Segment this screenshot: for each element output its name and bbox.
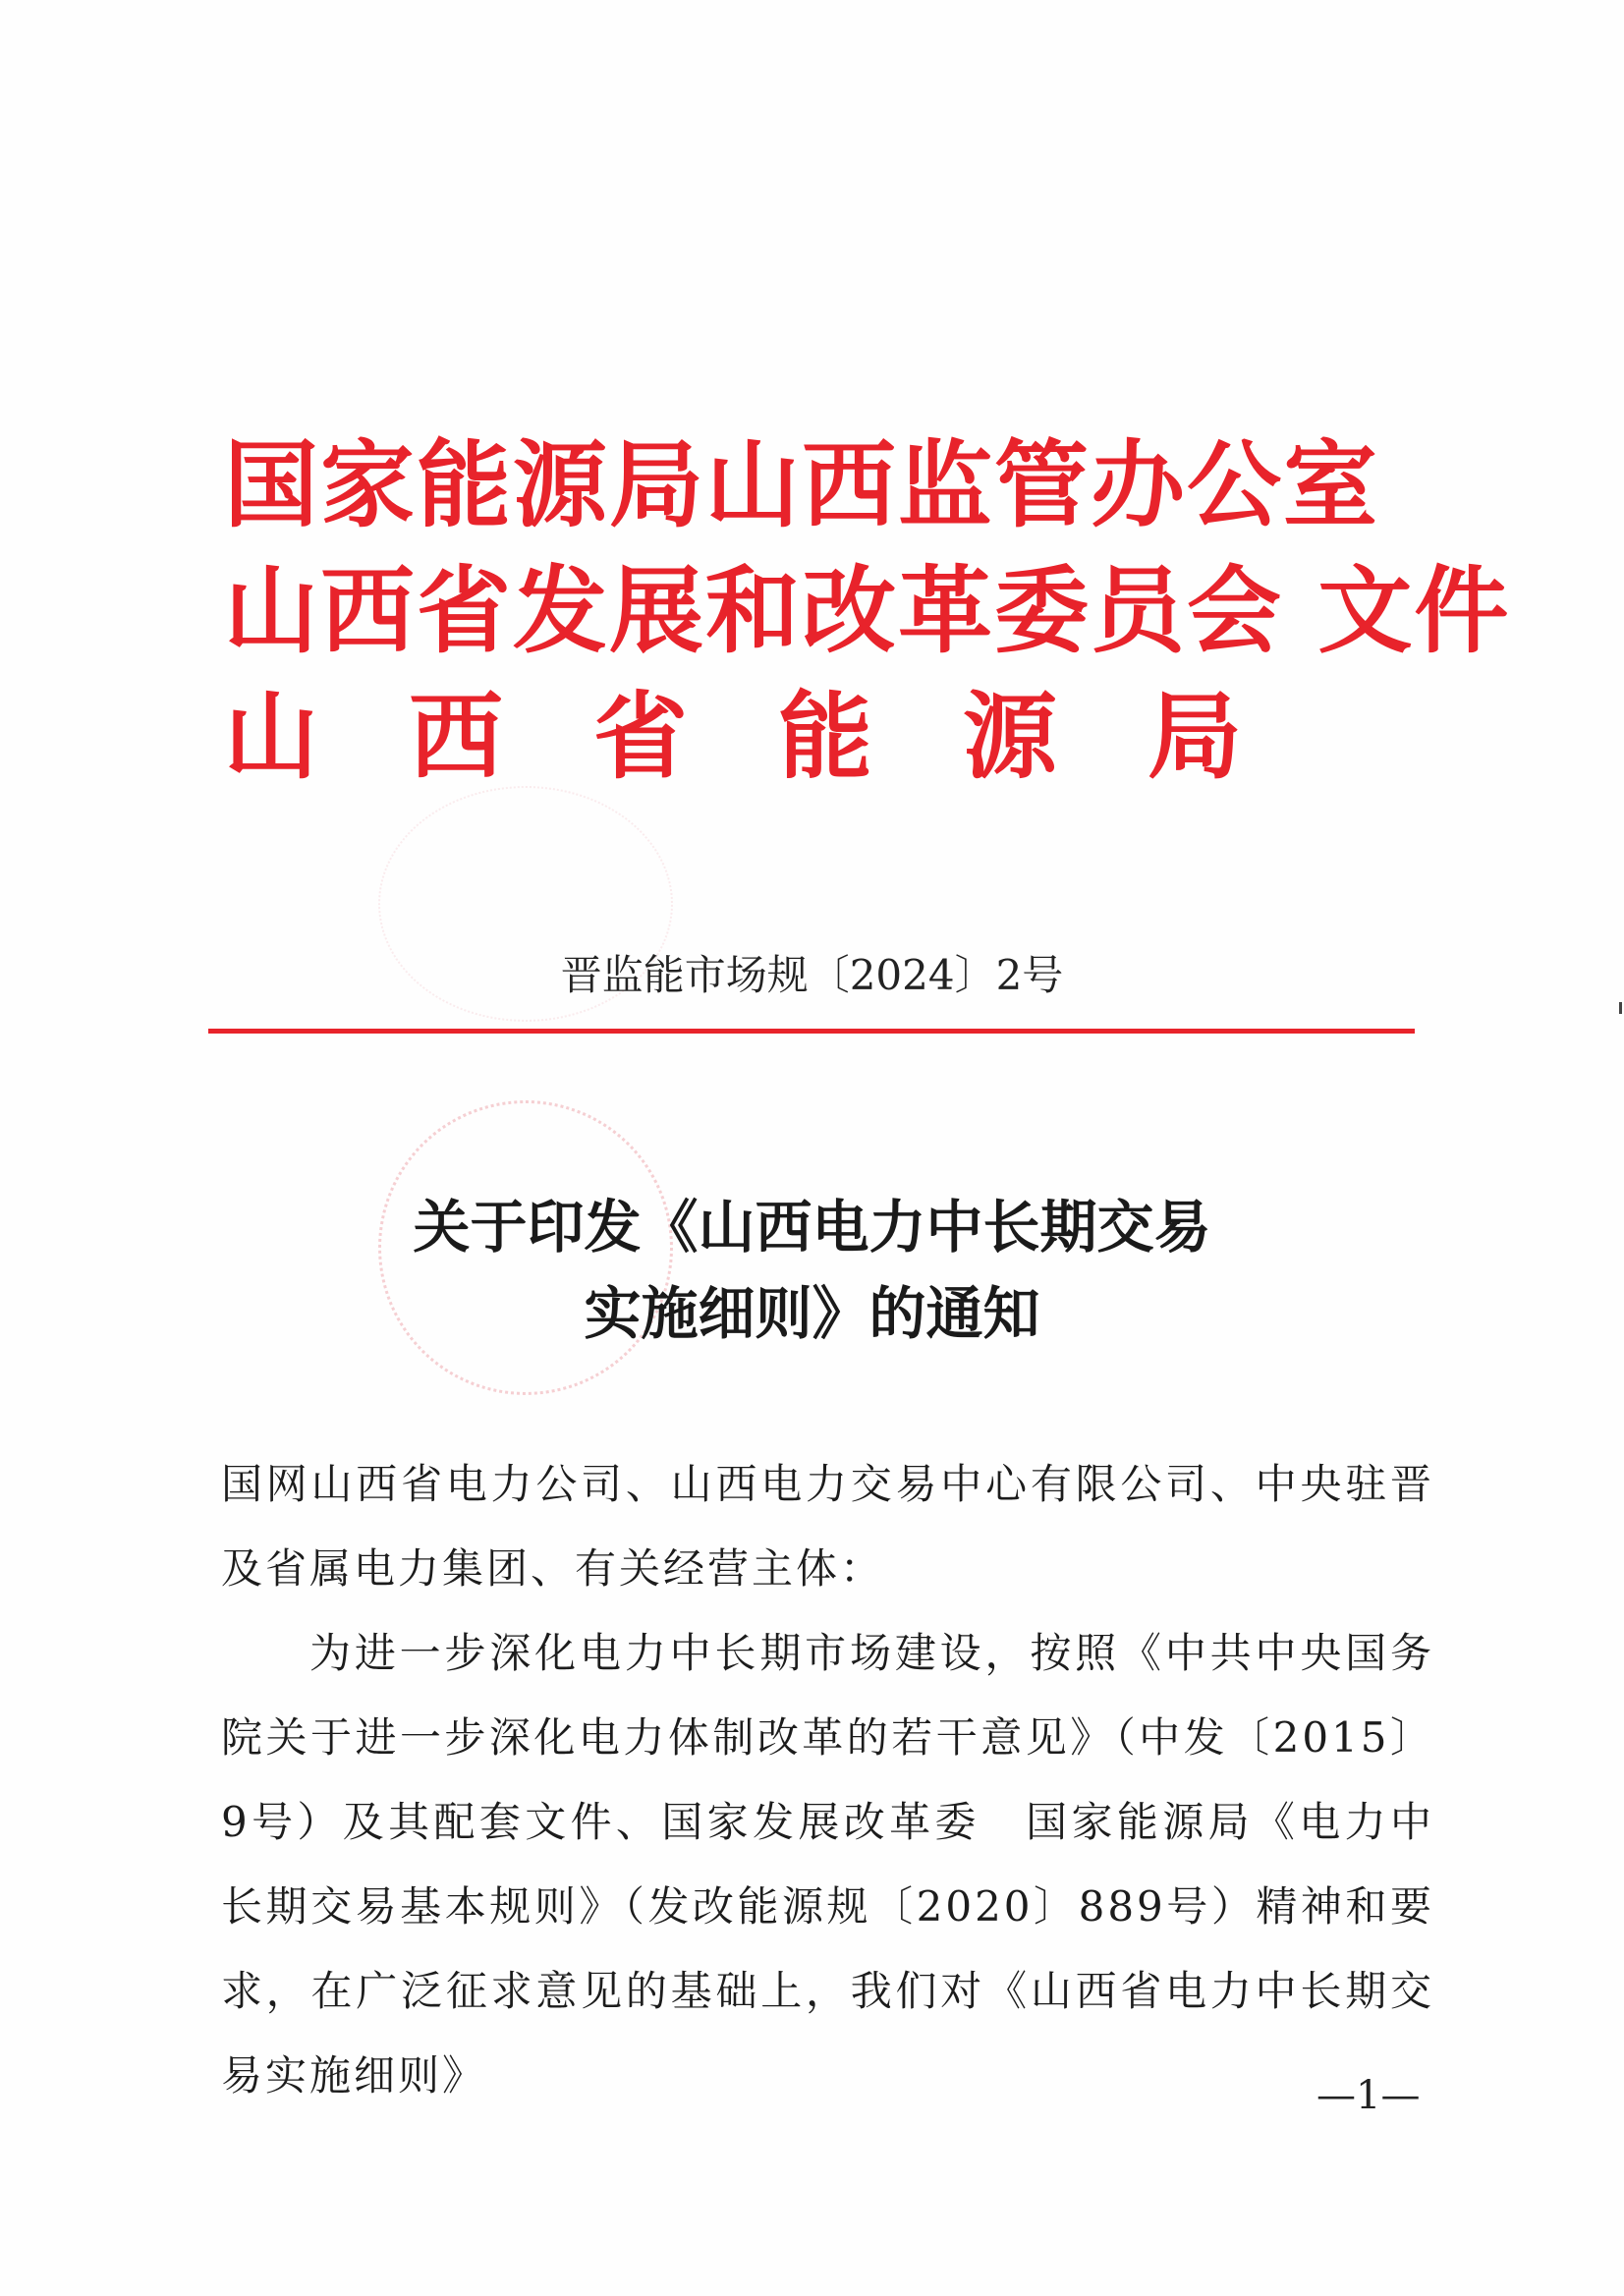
issuer-line-1: 国家能源局山西监管办公室 [224,430,1379,540]
issuer-line-2: 山西省发展和改革委员会 文件 [224,556,1511,666]
document-title [0,1184,1624,1357]
body-paragraph: 为进一步深化电力中长期市场建设，按照《中共中央国务院关于进一步深化电力体制改革的若干意见》（中发〔2015〕9号）及其配套文件、国家发展改革委 国家能源局《电力中长期交易基本规则》（发改能源规〔2020〕889号）精神和要求，在广泛征求意见的基础上，我们对《山西省电力中长期交易实施细则》 [221,1629,1434,2100]
title-line-1: 关于印发《山西电力中长期交易 [413,1194,1211,1260]
addressee: 国网山西省电力公司、山西电力交易中心有限公司、中央驻晋及省属电力集团、有关经营主体： [221,1460,1434,1593]
scan-edge-mark [1619,1002,1622,1014]
document-number: 晋监能市场规〔2024〕2号 [560,951,1064,999]
header-divider [208,1029,1415,1034]
document-header [224,422,1511,800]
title-line-2: 实施细则》的通知 [584,1280,1040,1347]
issuer-line-3: 山西省能源局 [224,682,1332,792]
document-body [221,1442,1434,2118]
page-number: —1— [1316,2073,1421,2118]
